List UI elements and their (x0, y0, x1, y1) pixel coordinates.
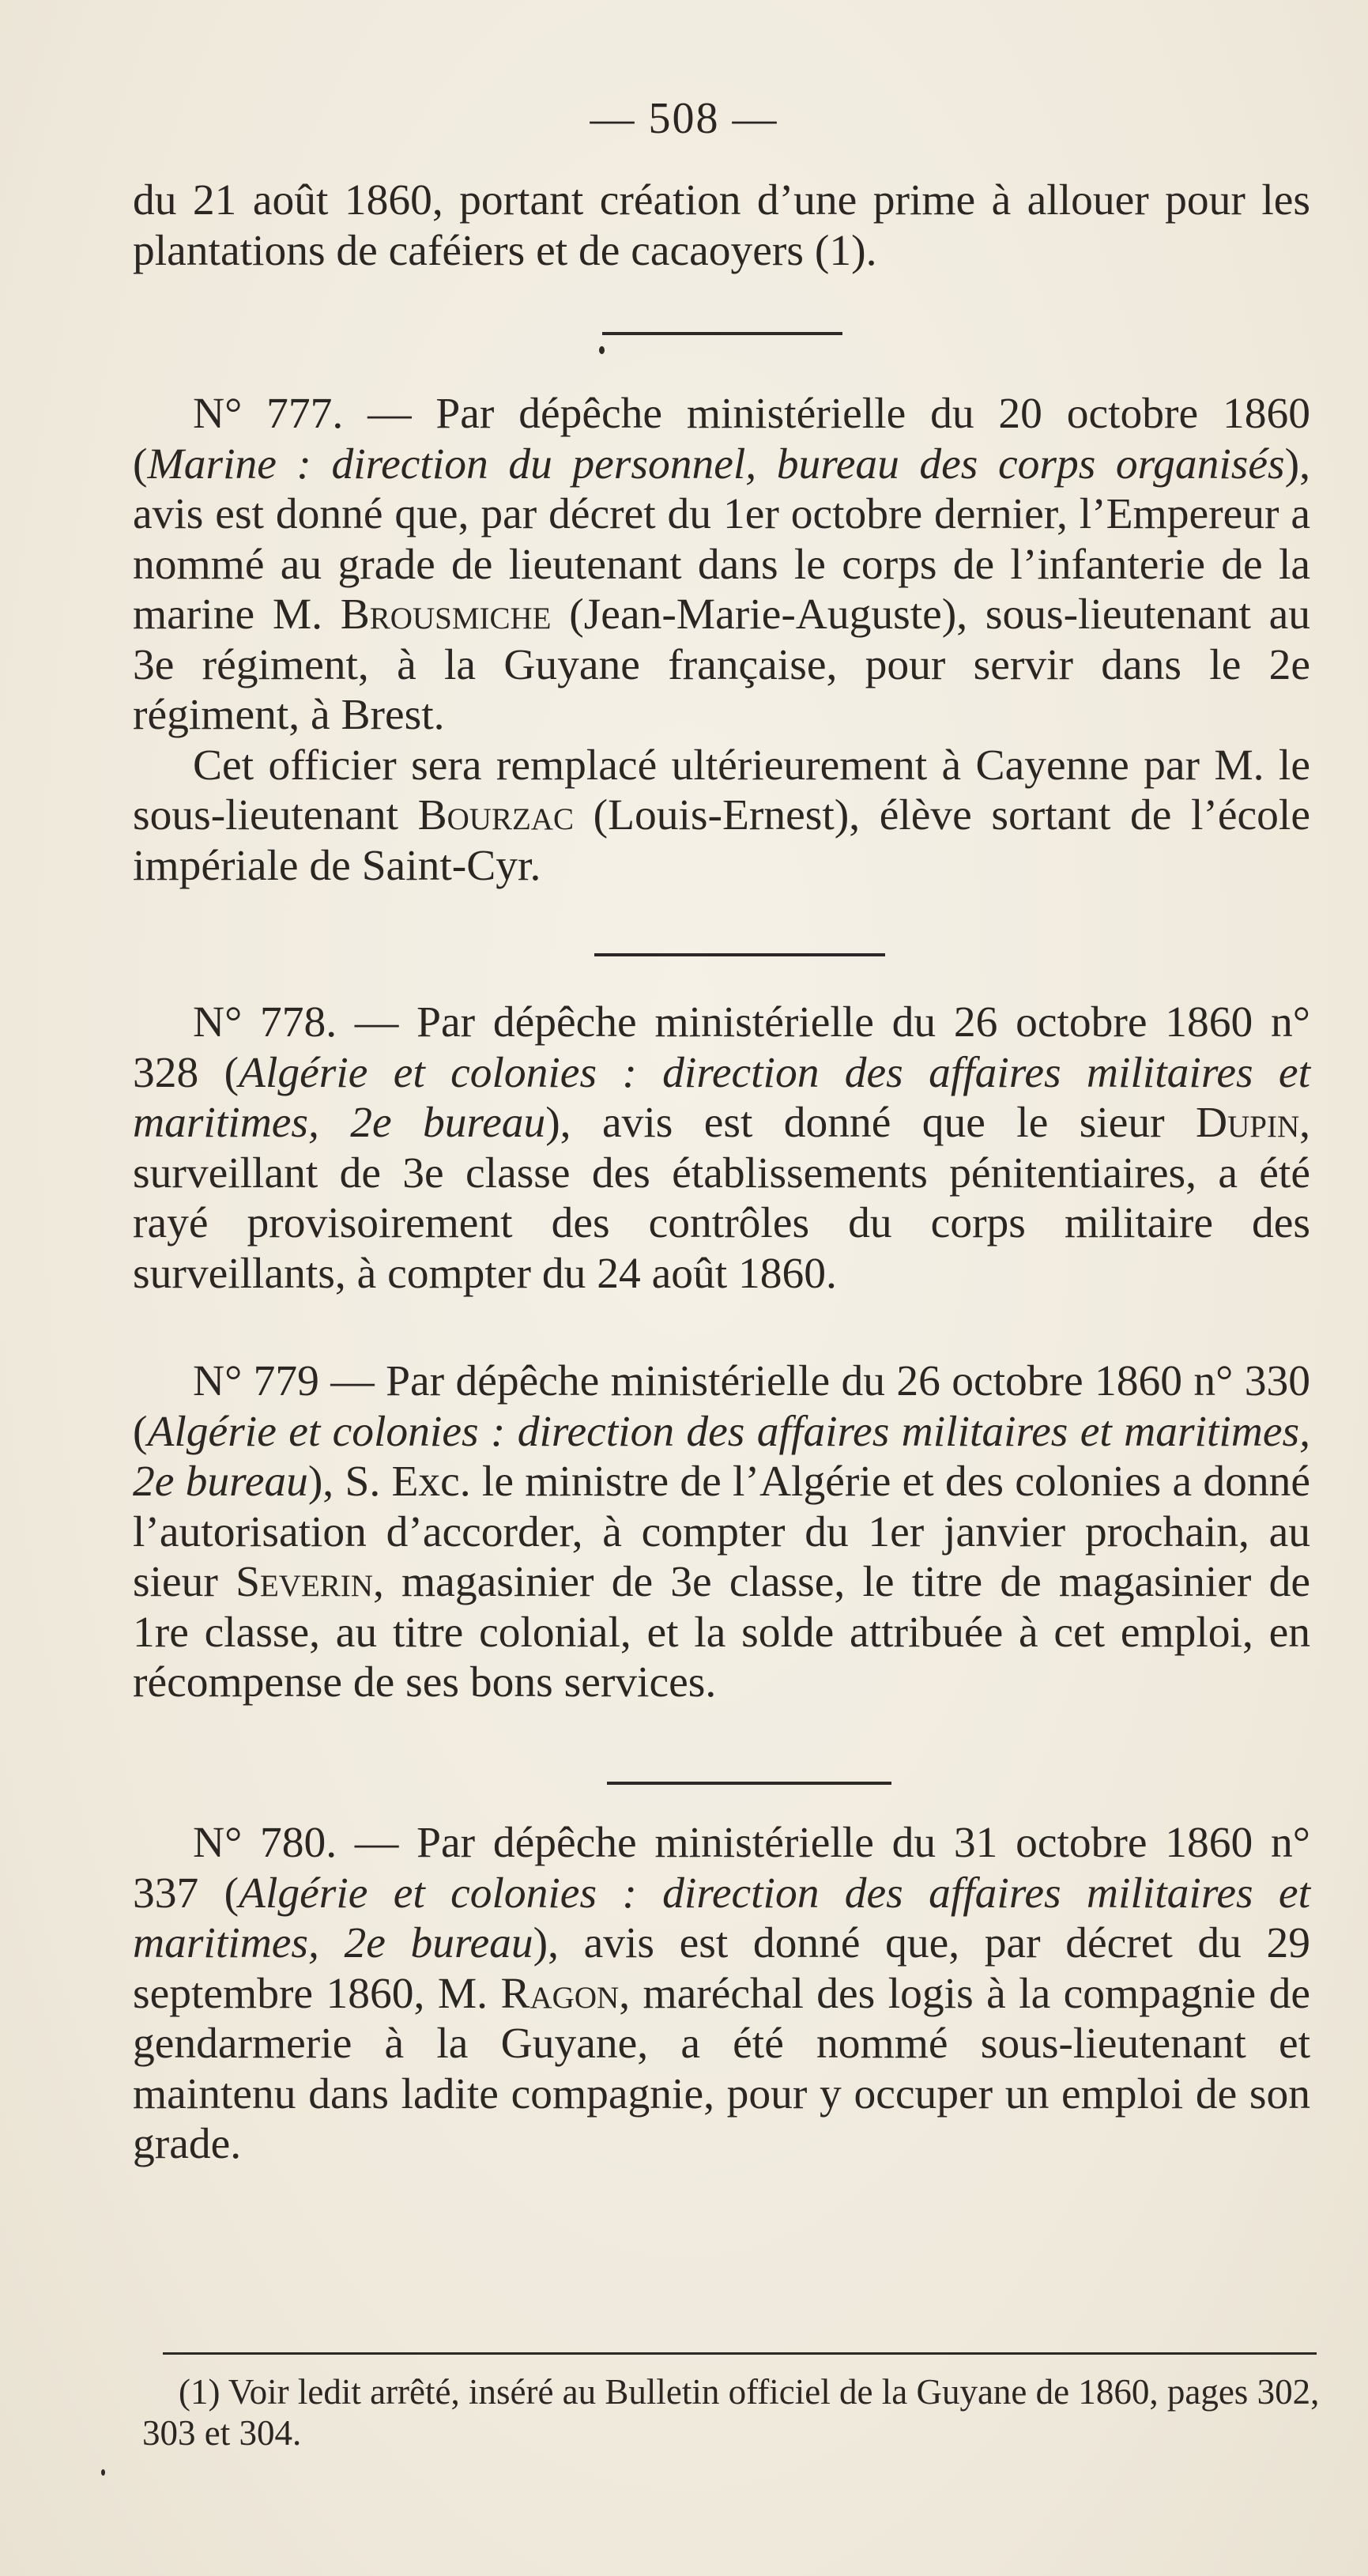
person-name: Bourzac (417, 791, 574, 839)
footnote (142, 2371, 1328, 2453)
entry-780-paragraph: N° 780. — Par dépêche ministérielle du 31 octobre 1860 n° 337 (Algérie et colonies : direction des affaires militaires et maritimes, 2e bureau), avis est donné que, par décret du 29 septembre 1860, M. Ragon, maréchal des logis à la compagnie de gendarmerie à la Guyane, a été nommé sous-lieutenant et maintenu dans ladite compagnie, pour y occuper un emploi de son grade. (133, 1819, 1310, 2168)
section-divider (607, 1782, 891, 1785)
continued-text: du 21 août 1860, portant création d’une prime à allouer pour les plantations de caféiers et de cacaoyers (1). (133, 176, 1310, 275)
entry-777 (133, 389, 1310, 891)
entry-777-paragraph-2: Cet officier sera remplacé ultérieurement à Cayenne par M. le sous-lieutenant Bourzac (Louis-Ernest), élève sortant de l’école impériale de Saint-Cyr. (133, 741, 1310, 890)
entry-778 (133, 998, 1310, 1299)
continued-paragraph (133, 175, 1310, 276)
person-name: Dupin (1196, 1099, 1300, 1147)
ink-speck (599, 346, 605, 354)
entry-778-paragraph: N° 778. — Par dépêche ministérielle du 26 octobre 1860 n° 328 (Algérie et colonies : direction des affaires militaires et maritimes, 2e bureau), avis est donné que le sieur Dupin, surveillant de 3e classe des établissements pénitentiaires, a été rayé provisoirement des contrôles du corps militaire des surveillants, à compter du 24 août 1860. (133, 998, 1310, 1298)
section-divider (594, 953, 885, 956)
entry-780 (133, 1818, 1310, 2170)
person-name: Severin (236, 1558, 373, 1606)
footnote-text: (1) Voir ledit arrêté, inséré au Bulletin officiel de la Guyane de 1860, pages 302, 303 et 304. (142, 2372, 1320, 2453)
person-name: Ragon (500, 1969, 620, 2018)
entry-777-paragraph-1: N° 777. — Par dépêche ministérielle du 20 octobre 1860 (Marine : direction du personnel, bureau des corps organisés), avis est donné que, par décret du 1er octobre dernier, l’Empereur a nommé au grade de lieutenant dans le corps de l’infanterie de la marine M. Brousmiche (Jean-Marie-Auguste), sous-lieutenant au 3e régiment, à la Guyane française, pour servir dans le 2e régiment, à Brest. (133, 390, 1311, 739)
ink-speck (101, 2469, 105, 2476)
footnote-separator (163, 2352, 1317, 2355)
person-name: Brousmiche (340, 590, 552, 639)
page-number: — 508 — (590, 94, 778, 143)
entry-779-paragraph: N° 779 — Par dépêche ministérielle du 26 octobre 1860 n° 330 (Algérie et colonies : direction des affaires militaires et maritimes, 2e bureau), S. Exc. le ministre de l’Algérie et des colonies a donné l’autorisation d’accorder, à compter du 1er janvier prochain, au sieur Severin, magasinier de 3e classe, le titre de magasinier de 1re classe, au titre colonial, et la solde attribuée à cet emploi, en récompense de ses bons services. (133, 1357, 1310, 1707)
section-divider (602, 332, 842, 335)
entry-779 (133, 1356, 1310, 1708)
